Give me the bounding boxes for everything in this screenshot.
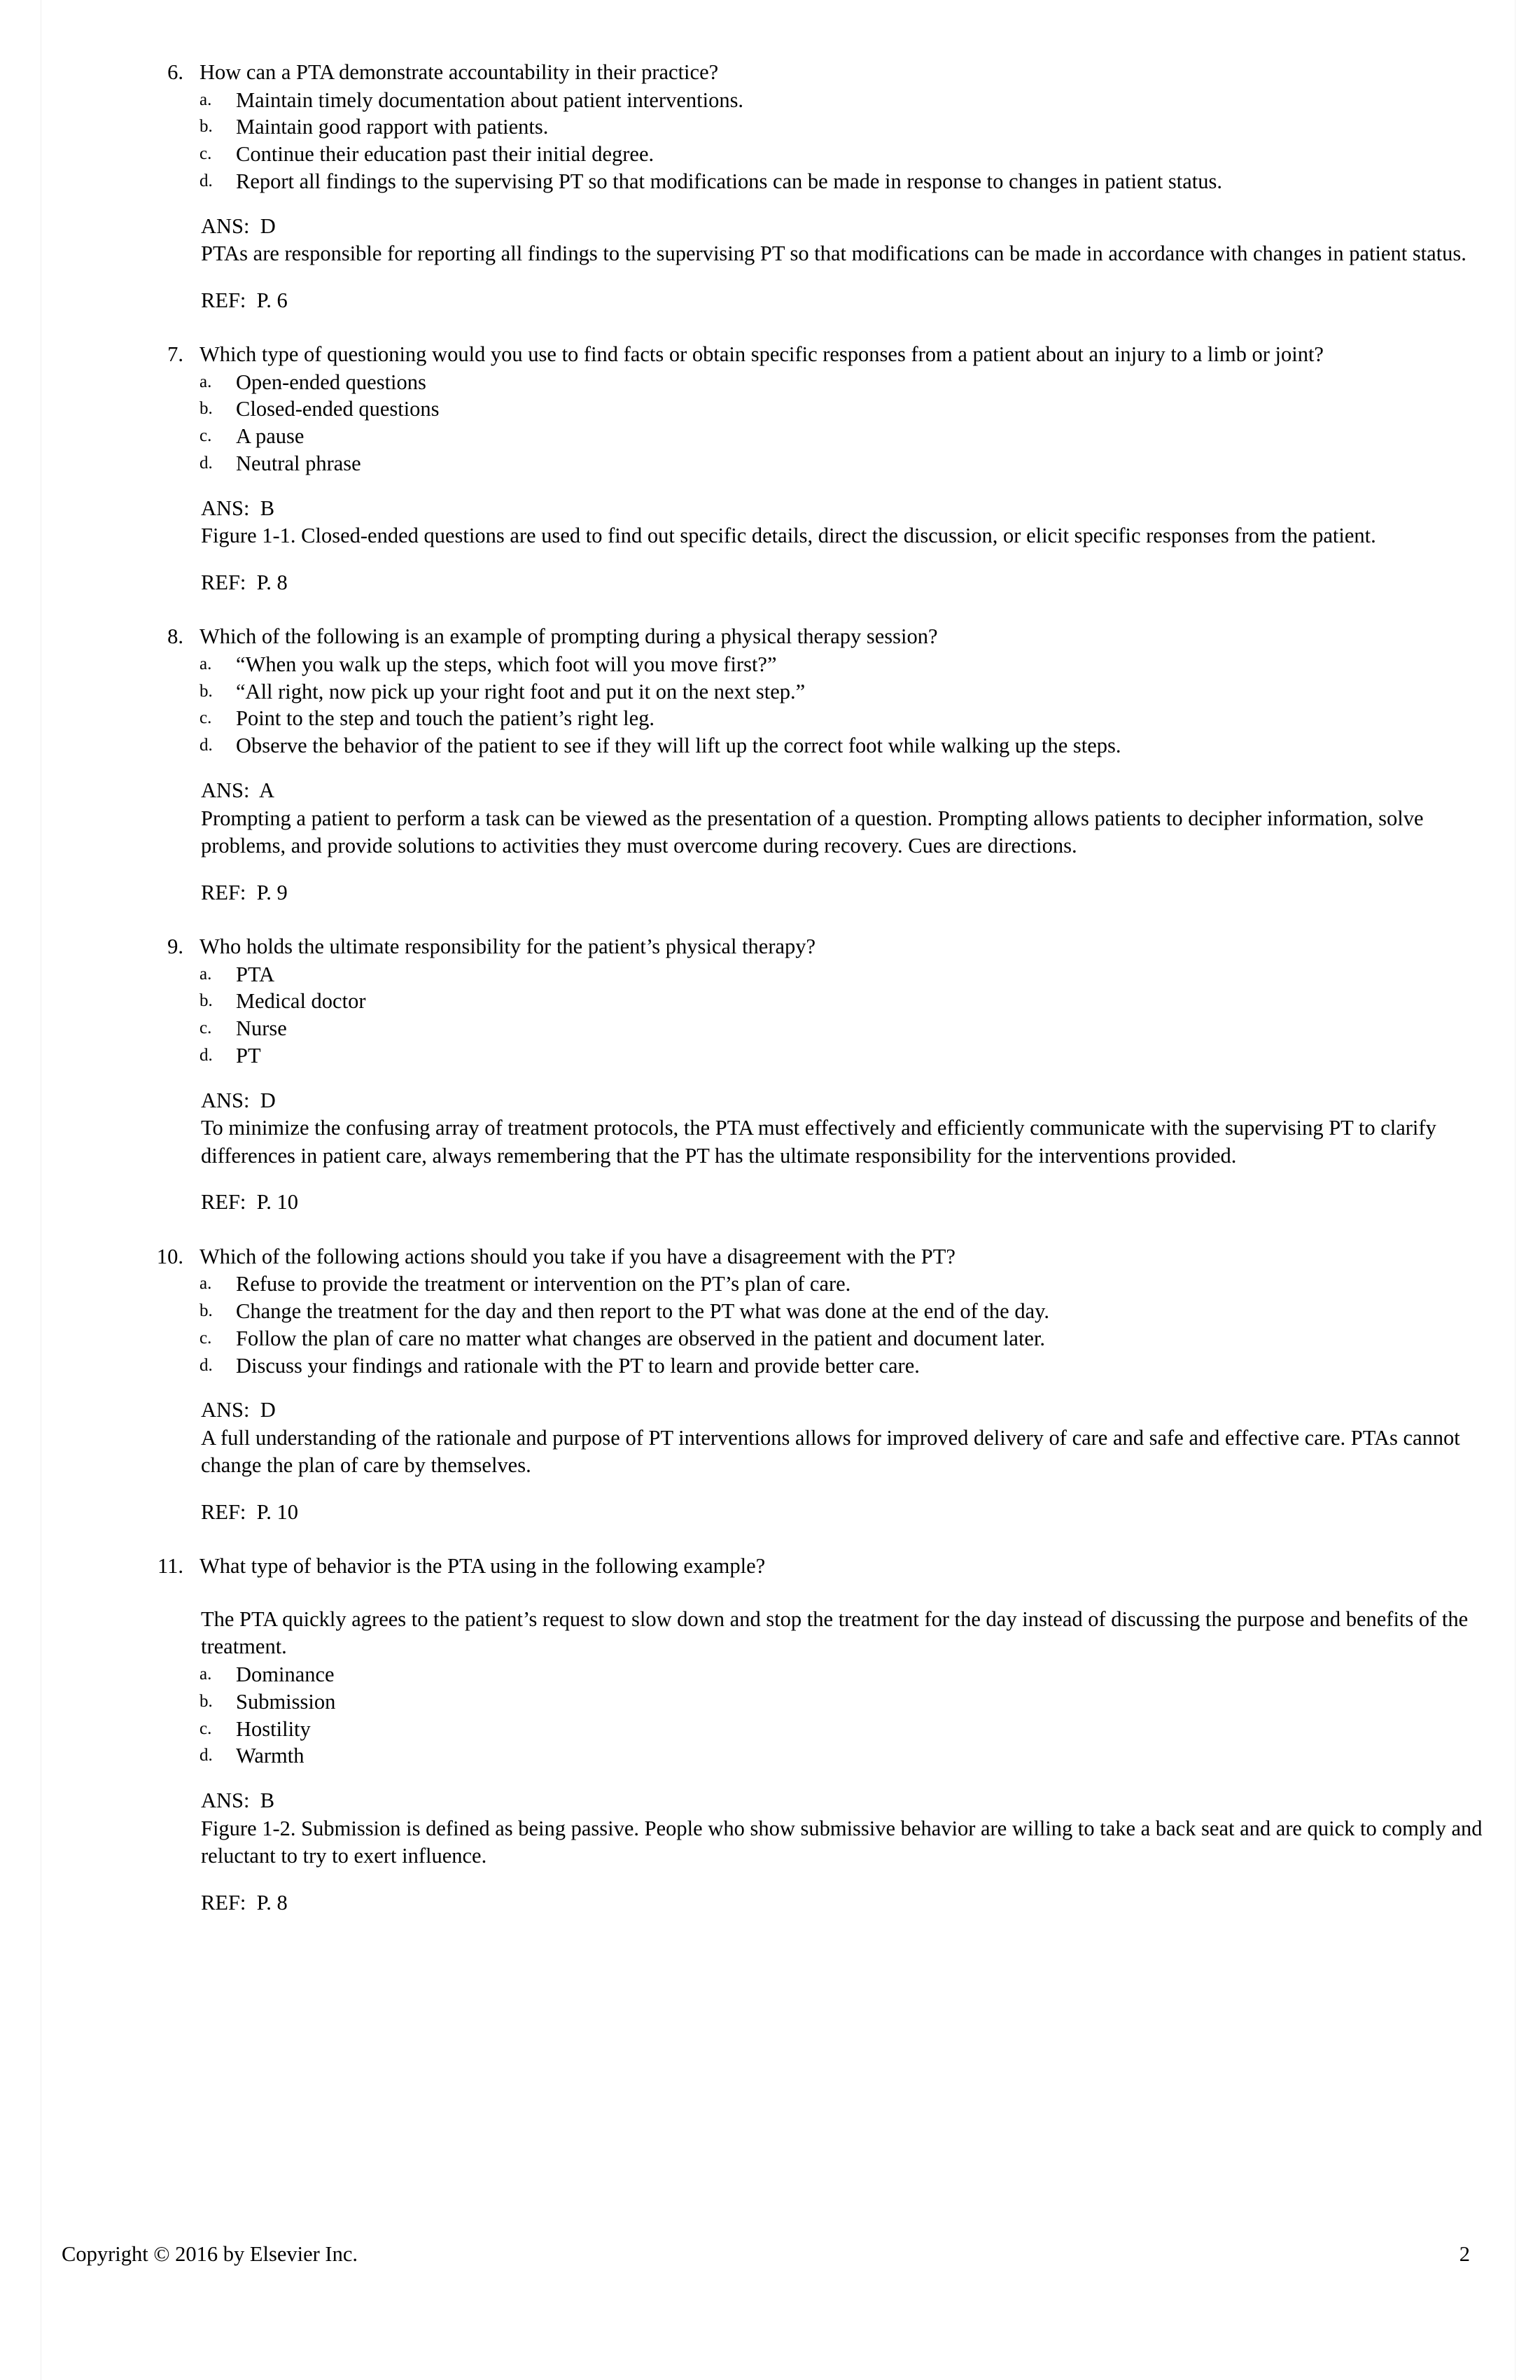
option-letter: d. <box>200 1045 213 1065</box>
answer-explanation: Prompting a patient to perform a task can be viewed as the presentation of a question. Prompting allows patients to decipher information, solve problems, and provide solutions to activities they must overcome during recovery. Cues are directions. <box>201 806 1424 858</box>
option-letter: a. <box>200 1274 212 1294</box>
block-spacer <box>0 906 1540 933</box>
question-stem-line <box>0 1553 1540 1581</box>
question-stem-line <box>0 341 1540 369</box>
question-stem-text: Which of the following actions should you take if you have a disagreement with the PT? <box>200 1244 955 1268</box>
option-letter: a. <box>200 1664 212 1684</box>
option-letter: b. <box>200 1301 213 1321</box>
option-text: Discuss your findings and rationale with the PT to learn and provide better care. <box>236 1353 920 1378</box>
option-item[interactable] <box>0 961 1540 988</box>
question-stem-text: Which type of questioning would you use to find facts or obtain specific responses from a patient about an injury to a limb or joint? <box>200 342 1324 367</box>
block-spacer <box>0 596 1540 623</box>
reference-line: REF: P. 8 <box>201 1890 288 1914</box>
reference-line: REF: P. 8 <box>201 570 288 594</box>
option-text: Hostility <box>236 1716 311 1741</box>
option-text: Observe the behavior of the patient to see if they will lift up the correct foot while walking up the steps. <box>236 734 1121 758</box>
answer-explanation: To minimize the confusing array of treatment protocols, the PTA must effectively and efficiently communicate with the supervising PT to clarify differences in patient care, always remembering that the PT has the ultimate responsibility for the interventions provided. <box>201 1116 1436 1168</box>
option-item[interactable] <box>0 396 1540 423</box>
reference-line: REF: P. 10 <box>201 1499 298 1524</box>
question-block <box>0 1553 1540 1917</box>
question-block <box>0 933 1540 1243</box>
option-letter: b. <box>200 399 213 419</box>
question-block <box>0 623 1540 933</box>
option-text: Neutral phrase <box>236 451 361 476</box>
answer-line: ANS: A <box>201 778 275 803</box>
option-text: “All right, now pick up your right foot and put it on the next step.” <box>236 679 806 704</box>
option-item[interactable] <box>0 988 1540 1015</box>
option-letter: c. <box>200 144 212 164</box>
option-text: Refuse to provide the treatment or intervention on the PT’s plan of care. <box>236 1272 851 1296</box>
answer-line: ANS: D <box>201 214 276 238</box>
page-footer <box>0 2240 1540 2271</box>
option-text: Maintain timely documentation about patient interventions. <box>236 88 744 112</box>
option-item[interactable] <box>0 423 1540 450</box>
answer-line: ANS: D <box>201 1088 276 1112</box>
option-item[interactable] <box>0 450 1540 477</box>
option-item[interactable] <box>0 1270 1540 1298</box>
option-text: PT <box>236 1043 261 1068</box>
option-letter: b. <box>200 991 213 1011</box>
option-item[interactable] <box>0 113 1540 141</box>
answer-explanation: A full understanding of the rationale and purpose of PT interventions allows for improved delivery of care and safe and effective care. PTAs cannot change the plan of care by themselves. <box>201 1425 1460 1478</box>
option-item[interactable] <box>0 1352 1540 1380</box>
option-letter: d. <box>200 171 213 190</box>
question-stem-text: What type of behavior is the PTA using in the following example? <box>200 1554 766 1578</box>
option-item[interactable] <box>0 705 1540 732</box>
option-text: Closed-ended questions <box>236 397 440 421</box>
question-stem-line <box>0 1243 1540 1271</box>
option-text: Change the treatment for the day and then report to the PT what was done at the end of the day. <box>236 1299 1050 1324</box>
option-text: Submission <box>236 1689 336 1714</box>
option-letter: a. <box>200 964 212 983</box>
question-stem-line <box>0 933 1540 961</box>
answer-explanation: PTAs are responsible for reporting all findings to the supervising PT so that modifications can be made in accordance with changes in patient status. <box>201 241 1466 266</box>
option-item[interactable] <box>0 1298 1540 1325</box>
option-letter: a. <box>200 372 212 391</box>
option-letter: b. <box>200 681 213 701</box>
option-item[interactable] <box>0 1042 1540 1070</box>
question-stem-line <box>0 623 1540 651</box>
question-block <box>0 1243 1540 1553</box>
answer-explanation: Figure 1-1. Closed-ended questions are used to find out specific details, direct the discussion, or elicit specific responses from the patient. <box>201 524 1376 548</box>
option-list <box>0 1661 1540 1770</box>
question-number: 6. <box>167 60 183 84</box>
reference-line: REF: P. 9 <box>201 880 288 904</box>
reference-line: REF: P. 10 <box>201 1190 298 1214</box>
option-text: Point to the step and touch the patient’s right leg. <box>236 706 655 731</box>
question-stem-text: Who holds the ultimate responsibility for the patient’s physical therapy? <box>200 934 816 959</box>
question-number: 7. <box>167 342 183 367</box>
copyright-notice: Copyright © 2016 by Elsevier Inc. <box>62 2242 358 2266</box>
option-item[interactable] <box>0 732 1540 760</box>
question-block <box>0 341 1540 623</box>
question-block <box>0 59 1540 341</box>
option-letter: c. <box>200 708 212 728</box>
option-text: Dominance <box>236 1662 335 1686</box>
option-text: Warmth <box>236 1744 304 1768</box>
question-number: 10. <box>156 1244 183 1268</box>
option-letter: a. <box>200 90 212 109</box>
question-number: 8. <box>167 624 183 649</box>
option-list <box>0 369 1540 477</box>
answer-line: ANS: D <box>201 1398 276 1422</box>
answer-line: ANS: B <box>201 1788 275 1813</box>
option-item[interactable] <box>0 651 1540 678</box>
option-text: A pause <box>236 424 304 449</box>
option-letter: b. <box>200 1691 213 1711</box>
option-letter: d. <box>200 736 213 755</box>
question-list <box>0 59 1540 1917</box>
option-letter: d. <box>200 454 213 473</box>
question-number: 9. <box>167 934 183 959</box>
option-list <box>0 651 1540 760</box>
option-item[interactable] <box>0 678 1540 706</box>
option-item[interactable] <box>0 141 1540 168</box>
option-item[interactable] <box>0 1716 1540 1743</box>
option-list <box>0 1270 1540 1379</box>
answer-line: ANS: B <box>201 496 275 520</box>
option-letter: c. <box>200 1718 212 1738</box>
option-list <box>0 87 1540 195</box>
option-text: “When you walk up the steps, which foot will you move first?” <box>236 652 777 676</box>
option-text: PTA <box>236 962 275 986</box>
option-letter: a. <box>200 654 212 673</box>
option-text: Medical doctor <box>236 989 366 1014</box>
answer-explanation: Figure 1-2. Submission is defined as being passive. People who show submissive behavior are willing to take a back seat and are quick to comply and reluctant to try to exert influence. <box>201 1816 1483 1868</box>
option-item[interactable] <box>0 1325 1540 1352</box>
option-text: Open-ended questions <box>236 370 426 394</box>
block-spacer <box>0 314 1540 341</box>
option-text: Follow the plan of care no matter what changes are observed in the patient and document later. <box>236 1326 1046 1350</box>
option-letter: b. <box>200 117 213 136</box>
option-text: Continue their education past their initial degree. <box>236 142 654 167</box>
option-item[interactable] <box>0 168 1540 195</box>
block-spacer <box>0 1526 1540 1553</box>
question-stem-line <box>0 59 1540 87</box>
option-letter: c. <box>200 426 212 446</box>
option-text: Nurse <box>236 1016 287 1041</box>
option-letter: d. <box>200 1746 213 1765</box>
page-number: 2 <box>1459 2242 1470 2266</box>
option-item[interactable] <box>0 87 1540 114</box>
question-stem-text: How can a PTA demonstrate accountability in their practice? <box>200 60 719 84</box>
option-letter: d. <box>200 1355 213 1375</box>
option-letter: c. <box>200 1018 212 1038</box>
block-spacer <box>0 1217 1540 1243</box>
option-text: Report all findings to the supervising PT so that modifications can be made in response to changes in patient status. <box>236 169 1222 193</box>
option-item[interactable] <box>0 1661 1540 1688</box>
option-item[interactable] <box>0 1742 1540 1770</box>
option-text: Maintain good rapport with patients. <box>236 115 549 139</box>
question-scenario-paragraph: The PTA quickly agrees to the patient’s request to slow down and stop the treatment for the day instead of discussing the purpose and benefits of the treatment. <box>201 1606 1469 1659</box>
option-item[interactable] <box>0 1015 1540 1042</box>
question-number: 11. <box>158 1554 183 1578</box>
option-item[interactable] <box>0 1688 1540 1716</box>
option-letter: c. <box>200 1328 212 1348</box>
question-stem-text: Which of the following is an example of prompting during a physical therapy session? <box>200 624 938 649</box>
option-list <box>0 961 1540 1070</box>
option-item[interactable] <box>0 369 1540 396</box>
reference-line: REF: P. 6 <box>201 288 288 312</box>
